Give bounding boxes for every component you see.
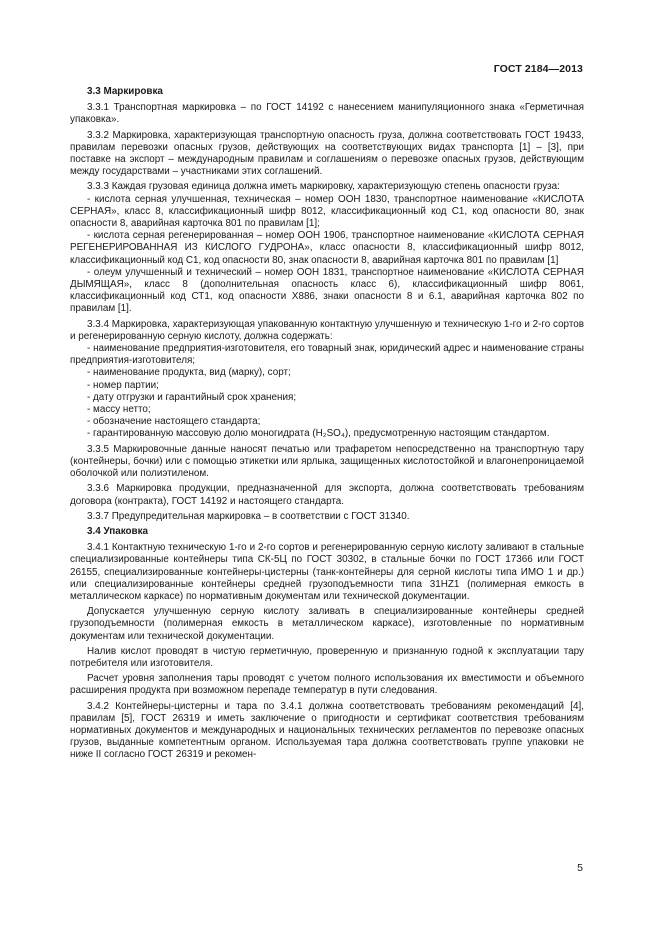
list-item-net-mass: - массу нетто; (87, 404, 151, 416)
paragraph-3-3-2: 3.3.2 Маркировка, характеризующая транспортную опасность груза, должна соответствовать ГОСТ 19433, правилам перевозки опасных грузов, действующих на соответствующих видах транспорта [1] – [3], при поставке на экспорт – международным правилам и соглашениям о перевозке опасных грузов, действующим между государствами – участниками этих соглашений. (70, 129, 584, 178)
paragraph-3-3-1: 3.3.1 Транспортная маркировка – по ГОСТ 14192 с нанесением манипуляционного знака «Герметичная упаковка». (70, 102, 584, 126)
paragraph-3-4-2: 3.4.2 Контейнеры-цистерны и тара по 3.4.1 должна соответствовать требованиям рекомендаций [4], правилам [5], ГОСТ 26319 и иметь заключение о пригодности и сертификат соответствия требованиям нормативных документов и международных и национальных технических регламентов по перевозке опасных грузов, выданные компетентным органом. Используемая тара должна соответствовать группе упаковки не ниже II согласно ГОСТ 26319 и рекомен- (70, 700, 584, 761)
paragraph-3-3-6: 3.3.6 Маркировка продукции, предназначенной для экспорта, должна соответствовать требованиям договора (контракта), ГОСТ 14192 и настоящего стандарта. (70, 483, 584, 507)
section-heading-marking: 3.3 Маркировка (87, 86, 163, 97)
paragraph-filling: Налив кислот проводят в чистую герметичную, проверенную и признанную годной к эксплуатации тару потребителя или изготовителя. (70, 645, 584, 669)
list-item-standard-designation: - обозначение настоящего стандарта; (87, 416, 261, 428)
list-item-oleum: - олеум улучшенный и технический – номер ООН 1831, транспортное наименование «КИСЛОТА СЕРНАЯ ДЫМЯЩАЯ», класс 8 (дополнительная опасность класс 6), классификационный шифр 8061, классификационный код СТ1, код опасности Х886, знаки опасности 8 и 6.1, аварийная карточка 802 по правилам [1]. (70, 266, 584, 315)
section-heading-packaging: 3.4 Упаковка (87, 525, 149, 537)
paragraph-3-3-3: 3.3.3 Каждая грузовая единица должна иметь маркировку, характеризующую степень опасности груза: (87, 181, 560, 193)
list-item-batch-number: - номер партии; (87, 379, 159, 391)
paragraph-3-4-1: 3.4.1 Контактную техническую 1-го и 2-го сортов и регенерированную серную кислоту заливают в стальные специализированные контейнеры типа СК-5Ц по ГОСТ 30302, в стальные бочки по ГОСТ 17366 или ГОСТ 26155, специализированные контейнеры-цистерны (танк-контейнеры для серной кислоты типа ИМО 1 и др.) или специализированные контейнеры средней грузоподъемности типа 31HZ1 (полимерная емкость в металлическом каркасе) по нормативным документам или технической документации. (70, 542, 584, 602)
list-item-acid-regenerated: - кислота серная регенерированная – номер ООН 1906, транспортное наименование «КИСЛОТА СЕРНАЯ РЕГЕНЕРИРОВАННАЯ ИЗ КИСЛОГО ГУДРОНА», класс опасности 8, классификационный шифр 8012, классификационный код С1, код опасности 80, знак опасности 8, аварийная карточка 801 по правилам [1] (70, 230, 584, 266)
standard-header: ГОСТ 2184—2013 (493, 63, 583, 75)
list-item-product-name: - наименование продукта, вид (марку), сорт; (87, 367, 291, 379)
document-body (70, 86, 584, 765)
list-item-manufacturer: - наименование предприятия-изготовителя, его товарный знак, юридический адрес и наименование страны предприятия-изготовителя; (70, 343, 584, 367)
list-item-monohydrate: - гарантированную массовую долю моногидрата (H₂SO₄), предусмотренную настоящим стандартом. (87, 428, 550, 440)
page-number: 5 (577, 862, 583, 874)
paragraph-3-3-7: 3.3.7 Предупредительная маркировка – в соответствии с ГОСТ 31340. (87, 510, 410, 522)
paragraph-3-3-4: 3.3.4 Маркировка, характеризующая упакованную контактную улучшенную и техническую 1-го и 2-го сортов и регенерированную серную кислоту, должна содержать: (70, 318, 584, 342)
list-item-shipment-date: - дату отгрузки и гарантийный срок хранения; (87, 391, 297, 403)
list-item-acid-improved: - кислота серная улучшенная, техническая – номер ООН 1830, транспортное наименование «КИСЛОТА СЕРНАЯ», класс 8, классификационный шифр 8012, классификационный код С1, код опасности 80, знак опасности 8, аварийная карточка 801 по правилам [1]; (70, 193, 584, 230)
paragraph-3-3-5: 3.3.5 Маркировочные данные наносят печатью или трафаретом непосредственно на транспортную тару (контейнеры, бочки) или с помощью этикетки или ярлыка, защищенных кислотостойкой и влагонепроницаемой оболочкой или полиэтиленом. (70, 443, 584, 480)
paragraph-fill-level: Расчет уровня заполнения тары проводят с учетом полного использования их вместимости и объемного расширения продукта при возможном перепаде температур в пути следования. (70, 673, 584, 697)
paragraph-improved-acid-containers: Допускается улучшенную серную кислоту заливать в специализированные контейнеры средней грузоподъемности (полимерная емкость в металлическом каркасе), изготовленные по нормативным документам или технической документации. (70, 606, 584, 642)
